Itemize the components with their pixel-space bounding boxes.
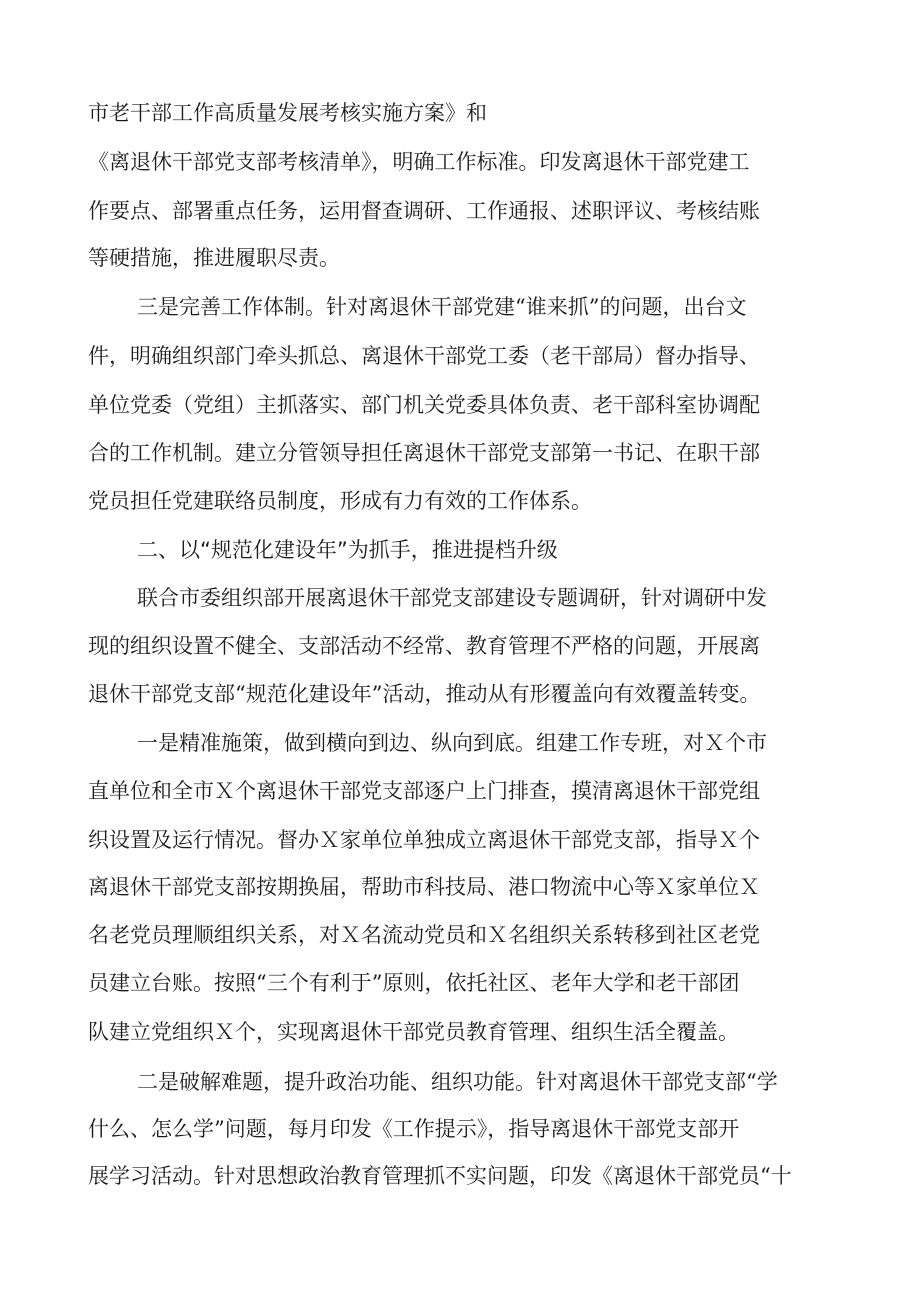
text-line: 作要点、部署重点任务，运用督查调研、工作通报、述职评议、考核结账	[88, 199, 760, 223]
text-line: 直单位和全市Ｘ个离退休干部党支部逐户上门排查，摸清离退休干部党组	[88, 779, 760, 803]
text-line: 名老党员理顺组织关系，对Ｘ名流动党员和Ｘ名组织关系转移到社区老党	[88, 923, 760, 947]
text-line: 一是精准施策，做到横向到边、纵向到底。组建工作专班，对Ｘ个市	[137, 731, 767, 755]
text-line: 什么、怎么学”问题，每月印发《工作提示》，指导离退休干部党支部开	[88, 1117, 740, 1141]
section-heading: 二、以“规范化建设年”为抓手，推进提档升级	[137, 538, 558, 562]
text-line: 市老干部工作高质量发展考核实施方案》和	[88, 101, 487, 125]
text-line: 等硬措施，推进履职尽责。	[88, 246, 340, 270]
text-line: 现的组织设置不健全、支部活动不经常、教育管理不严格的问题，开展离	[88, 634, 760, 658]
text-line: 《离退休干部党支部考核清单》，明确工作标准。印发离退休干部党建工	[88, 150, 750, 174]
text-line: 合的工作机制。建立分管领导担任离退休干部党支部第一书记、在职干部	[88, 441, 760, 465]
text-line: 队建立党组织Ｘ个，实现离退休干部党员教育管理、组织生活全覆盖。	[88, 1020, 739, 1044]
text-line: 二是破解难题，提升政治功能、组织功能。针对离退休干部党支部“学	[137, 1070, 778, 1094]
text-line: 退休干部党支部“规范化建设年”活动，推动从有形覆盖向有效覆盖转变。	[88, 682, 761, 706]
text-line: 单位党委（党组）主抓落实、部门机关党委具体负责、老干部科室协调配	[88, 393, 760, 417]
text-line: 三是完善工作体制。针对离退休干部党建“谁来抓”的问题，出台文	[137, 295, 747, 319]
text-line: 件，明确组织部门牵头抓总、离退休干部党工委（老干部局）督办指导、	[88, 344, 760, 368]
text-line: 员建立台账。按照“三个有利于”原则，依托社区、老年大学和老干部团	[88, 971, 740, 995]
text-line: 联合市委组织部开展离退休干部党支部建设专题调研，针对调研中发	[137, 586, 767, 610]
text-line: 离退休干部党支部按期换届，帮助市科技局、港口物流中心等Ｘ家单位Ｘ	[88, 875, 760, 899]
text-line: 党员担任党建联络员制度，形成有力有效的工作体系。	[88, 489, 592, 513]
text-line: 织设置及运行情况。督办Ｘ家单位单独成立离退休干部党支部，指导Ｘ个	[88, 828, 760, 852]
text-line: 展学习活动。针对思想政治教育管理抓不实问题，印发《离退休干部党员“十	[88, 1164, 792, 1188]
